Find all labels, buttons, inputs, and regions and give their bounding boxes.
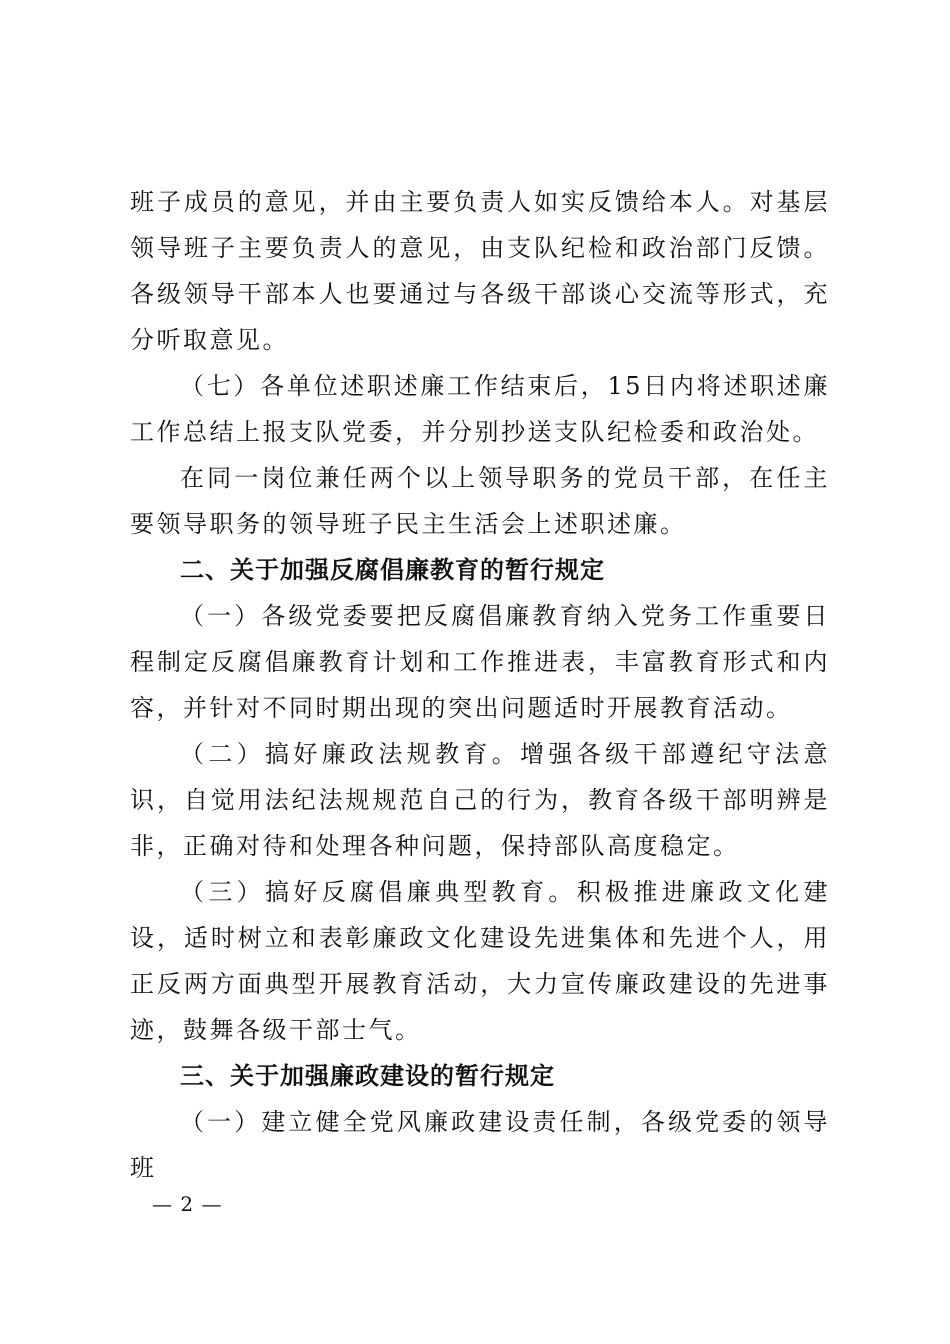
page-number: — 2 — [152,1192,223,1216]
body-paragraph: 班子成员的意见，并由主要负责人如实反馈给本人。对基层领导班子主要负责人的意见，由支队纪检和政治部门反馈。各级领导干部本人也要通过与各级干部谈心交流等形式，充分听取意见。 [130,188,830,354]
body-paragraph: 在同一岗位兼任两个以上领导职务的党员干部，在任主要领导职务的领导班子民主生活会上述职述廉。 [130,464,830,538]
document-body [130,179,830,1191]
body-paragraph: （二）搞好廉政法规教育。增强各级干部遵纪守法意识，自觉用法纪法规规范自己的行为，教育各级干部明辨是非，正确对待和处理各种问题，保持部队高度稳定。 [130,740,830,860]
body-paragraph: （七）各单位述职述廉工作结束后，15日内将述职述廉工作总结上报支队党委，并分别抄送支队纪检委和政治处。 [130,372,830,446]
body-paragraph: （一）各级党委要把反腐倡廉教育纳入党务工作重要日程制定反腐倡廉教育计划和工作推进表，丰富教育形式和内容，并针对不同时期出现的突出问题适时开展教育活动。 [130,602,830,722]
section-heading: 二、关于加强反腐倡廉教育的暂行规定 [180,556,605,584]
section-heading: 三、关于加强廉政建设的暂行规定 [180,1062,555,1090]
body-paragraph: （一）建立健全党风廉政建设责任制，各级党委的领导班 [130,1108,830,1182]
body-paragraph: （三）搞好反腐倡廉典型教育。积极推进廉政文化建设，适时树立和表彰廉政文化建设先进集体和先进个人，用正反两方面典型开展教育活动，大力宣传廉政建设的先进事迹，鼓舞各级干部士气。 [130,878,830,1044]
